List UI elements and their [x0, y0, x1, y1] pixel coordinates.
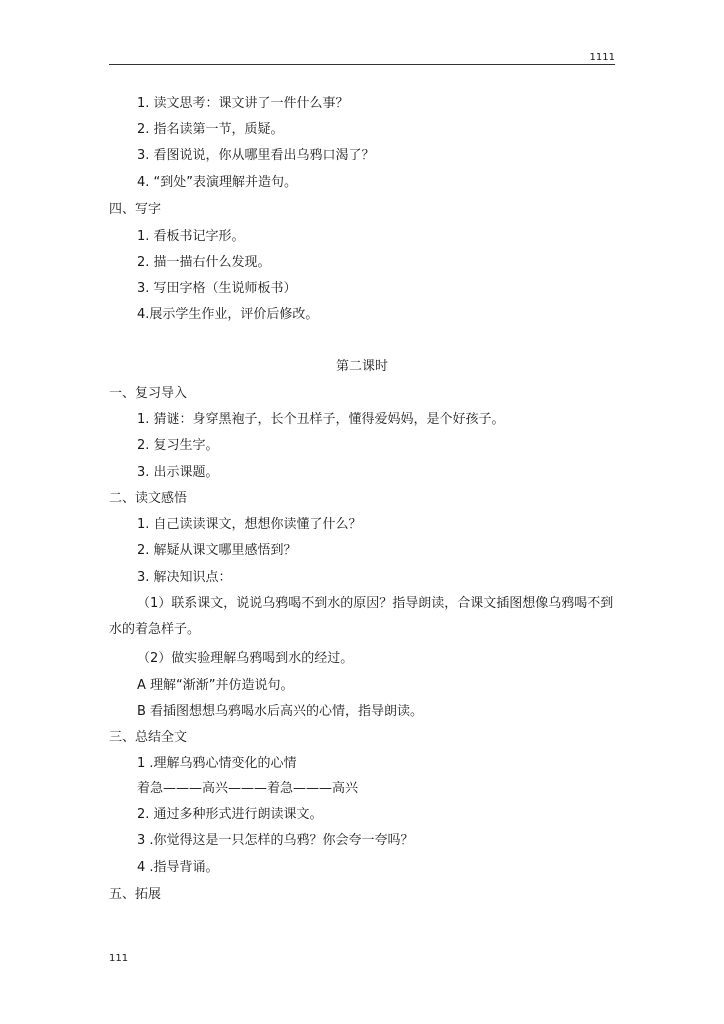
- text-line: 1. 看板书记字形。: [137, 229, 245, 244]
- text-line: B 看插图想想乌鸦喝水后高兴的心情，指导朗读。: [137, 704, 424, 719]
- footer-page-number: 111: [109, 953, 129, 964]
- text-line: （2）做实验理解乌鸦喝到水的经过。: [137, 651, 354, 666]
- text-line: 1. 自己读读课文，想想你读懂了什么？: [137, 517, 362, 532]
- text-line: 2. 描一描右什么发现。: [137, 255, 271, 270]
- text-line: 2. 解疑从课文哪里感悟到？: [137, 543, 297, 558]
- text-line: 3. 出示课题。: [137, 465, 219, 480]
- text-line: 着急———高兴———着急———高兴: [137, 781, 359, 796]
- text-line: 3 .你觉得这是一只怎样的乌鸦？你会夸一夸吗？: [137, 833, 414, 848]
- text-line: 2. 指名读第一节，质疑。: [137, 122, 284, 137]
- text-line: 4.展示学生作业，评价后修改。: [137, 307, 319, 322]
- text-line: 1 .理解乌鸦心情变化的心情: [137, 756, 297, 771]
- lesson-title: 第二课时: [335, 359, 388, 374]
- text-line: A 理解“渐渐”并仿造说句。: [137, 678, 294, 693]
- text-line: 3. 写田字格（生说师板书）: [137, 281, 297, 296]
- section-heading: 一、复习导入: [109, 386, 188, 401]
- text-line: 4. “到处”表演理解并造句。: [137, 175, 298, 190]
- text-line: 3. 看图说说，你从哪里看出乌鸦口渴了？: [137, 148, 375, 163]
- section-heading: 四、写字: [109, 202, 162, 217]
- header-rule: [109, 64, 615, 65]
- text-line: 2. 复习生字。: [137, 438, 219, 453]
- section-heading: 三、总结全文: [109, 730, 188, 745]
- text-paragraph: （1）联系课文，说说乌鸦喝不到水的原因？指导朗读，合课文插图想像乌鸦喝不到水的着急样子。: [109, 596, 614, 637]
- text-line: 1. 猜谜：身穿黑袍子，长个丑样子，懂得爱妈妈，是个好孩子。: [137, 412, 505, 427]
- text-line: 4 .指导背诵。: [137, 860, 219, 875]
- header-page-number: 1111: [589, 52, 615, 63]
- text-line: 2. 通过多种形式进行朗读课文。: [137, 807, 323, 822]
- text-line: 1. 读文思考：课文讲了一件什么事？: [137, 96, 349, 111]
- text-line: 3. 解决知识点：: [137, 570, 232, 585]
- section-heading: 五、拓展: [109, 887, 162, 902]
- section-heading: 二、读文感悟: [109, 491, 188, 506]
